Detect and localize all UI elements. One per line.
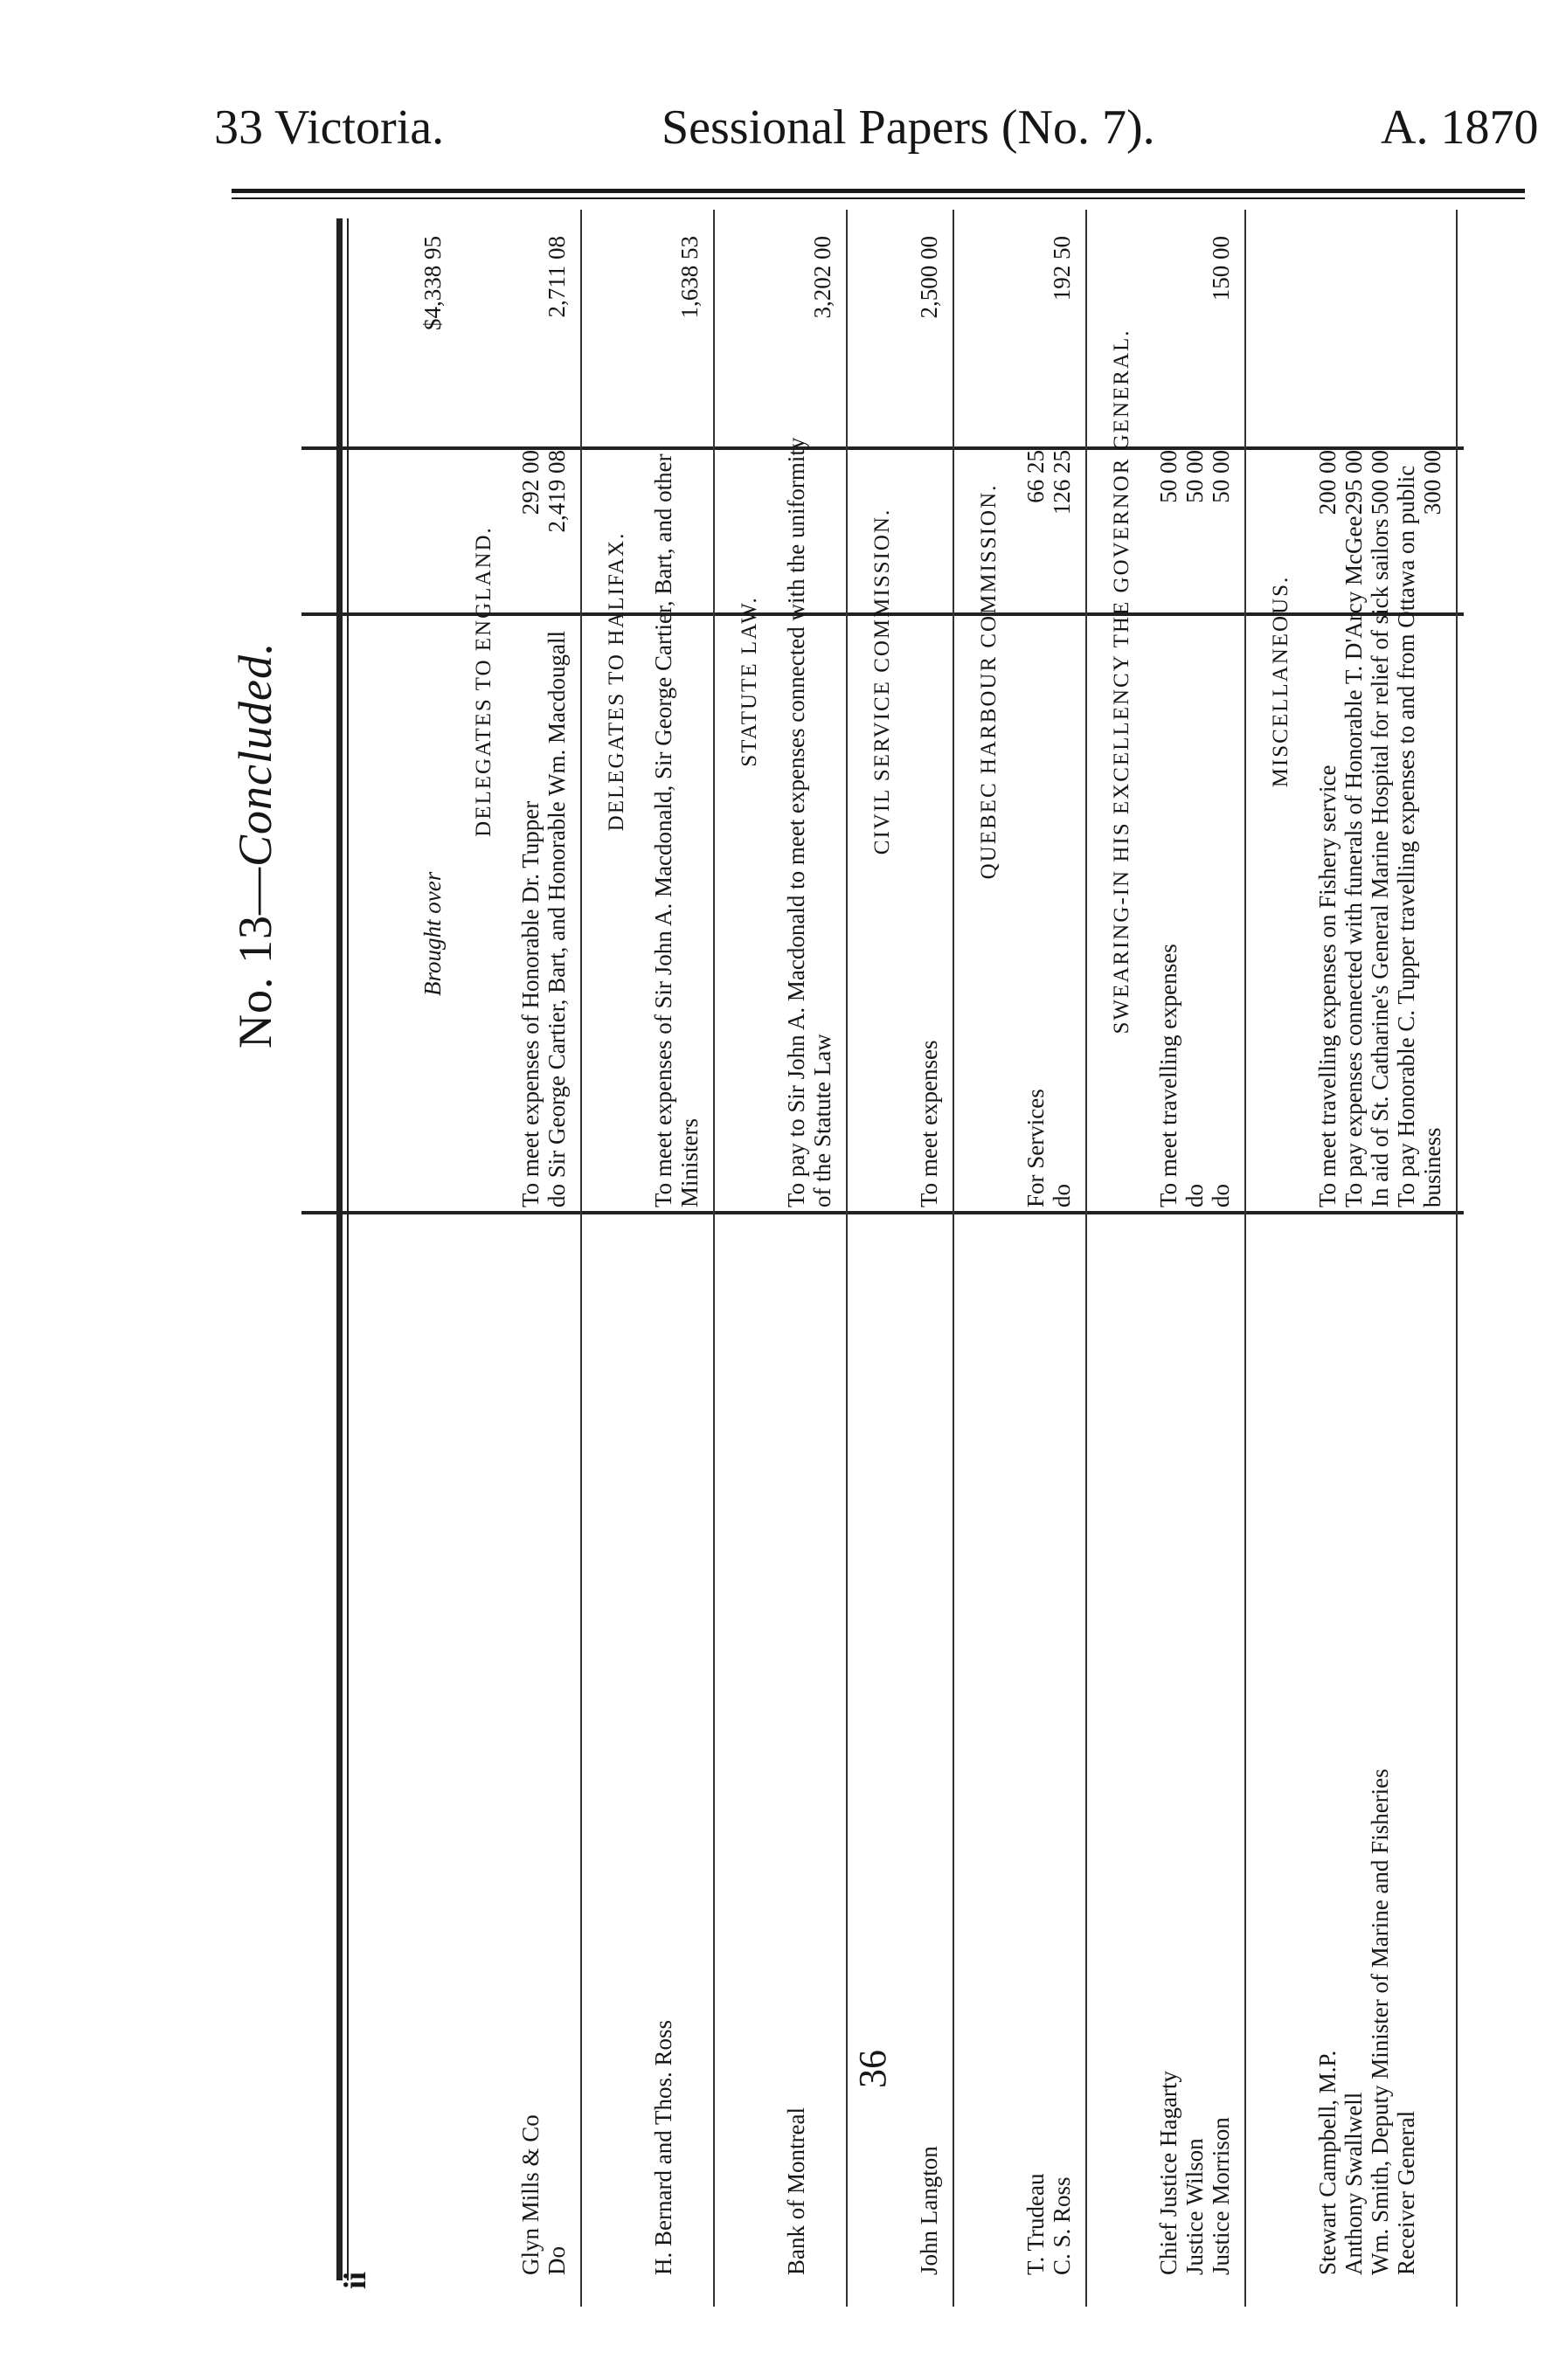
description-cell: business <box>1419 1127 1445 1207</box>
table-row <box>1049 210 1075 2307</box>
payee-cell: C. S. Ross <box>1049 2176 1075 2275</box>
table-row <box>1022 210 1049 2307</box>
section-heading: CIVIL SERVICE COMMISSION. <box>870 508 894 855</box>
section-heading: SWEARING-IN HIS EXCELLENCY THE GOVERNOR GENERAL. <box>1110 329 1133 1034</box>
amount-cell: 292 00 <box>517 450 544 515</box>
table-row <box>517 210 544 2307</box>
section-separator <box>1085 210 1087 2307</box>
section-heading: DELEGATES TO HALIFAX. <box>605 531 628 832</box>
payee-cell: Do <box>544 2246 570 2275</box>
amount-cell: 300 00 <box>1419 450 1445 515</box>
total-cell: 2,711 08 <box>544 236 570 318</box>
running-head-center: Sessional Papers (No. 7). <box>662 100 1155 155</box>
amount-cell: 66 25 <box>1022 450 1049 503</box>
payee-cell: Stewart Campbell, M.P. <box>1314 2050 1341 2275</box>
table-row <box>1155 210 1181 2307</box>
description-cell: In aid of St. Catharine's General Marine Hospital for relief of sick sailors <box>1367 518 1393 1207</box>
total-cell: 2,500 00 <box>916 236 942 319</box>
table-top-border-thin <box>347 218 349 2280</box>
section-heading: QUEBEC HARBOUR COMMISSION. <box>977 483 1001 880</box>
amount-cell: 50 00 <box>1181 450 1208 503</box>
payee-cell: Anthony Swallwell <box>1341 2092 1367 2275</box>
payee-cell: Justice Wilson <box>1181 2138 1208 2275</box>
table-row <box>1367 210 1393 2307</box>
table-row <box>1419 210 1445 2307</box>
amount-cell: 50 00 <box>1208 450 1234 503</box>
total-cell: 1,638 53 <box>676 236 703 319</box>
description-cell: do <box>1181 1184 1208 1207</box>
total-cell: 3,202 00 <box>809 236 835 319</box>
description-cell: For Services <box>1022 1089 1049 1207</box>
amount-cell: 126 25 <box>1049 450 1075 515</box>
title-prefix: No. 13— <box>229 867 281 1048</box>
section-separator <box>580 210 582 2307</box>
description-cell: To pay Honorable C. Tupper travelling expenses to and from Ottawa on public <box>1393 465 1419 1207</box>
table-row <box>544 210 570 2307</box>
table-row <box>1208 210 1234 2307</box>
table-row <box>783 210 809 2307</box>
description-cell: To meet expenses of Sir John A. Macdonald, Sir George Cartier, Bart, and other <box>650 453 676 1207</box>
payee-cell: Chief Justice Hagarty <box>1155 2071 1181 2275</box>
payee-cell: T. Trudeau <box>1022 2173 1049 2275</box>
table-row <box>650 210 676 2307</box>
payee-cell: H. Bernard and Thos. Ross <box>650 2020 676 2275</box>
running-head-left: 33 Victoria. <box>214 100 445 155</box>
table-top-border <box>336 218 343 2280</box>
brought-over-row <box>419 210 446 2307</box>
description-cell: To meet expenses of Honorable Dr. Tupper <box>517 800 544 1207</box>
table-row <box>1181 210 1208 2307</box>
description-cell: To meet travelling expenses on Fishery service <box>1314 765 1341 1207</box>
section-separator <box>713 210 715 2307</box>
amount-cell: 2,419 08 <box>544 450 570 533</box>
description-cell: do <box>1208 1184 1234 1207</box>
table-row <box>809 210 835 2307</box>
page-number: 36 <box>851 2050 894 2088</box>
section-separator <box>1456 210 1458 2307</box>
total-cell: 150 00 <box>1208 236 1234 301</box>
payee-cell: Receiver General <box>1393 2110 1419 2275</box>
section-heading: DELEGATES TO ENGLAND. <box>472 526 495 837</box>
description-cell: do Sir George Cartier, Bart, and Honorable Wm. Macdougall <box>544 631 570 1207</box>
title-italic: Concluded. <box>229 641 281 867</box>
payee-column-divider <box>301 1211 1464 1214</box>
description-cell: To pay to Sir John A. Macdonald to meet expenses connected with the uniformity <box>783 437 809 1207</box>
description-cell: To meet travelling expenses <box>1155 944 1181 1207</box>
description-cell: Ministers <box>676 1117 703 1207</box>
table-row <box>1341 210 1367 2307</box>
amount-cell: 500 00 <box>1367 450 1393 515</box>
payee-cell: Glyn Mills & Co <box>517 2114 544 2275</box>
amount-cell: 200 00 <box>1314 450 1341 515</box>
table-row <box>1314 210 1341 2307</box>
payee-cell: Bank of Montreal <box>783 2107 809 2275</box>
section-separator <box>953 210 954 2307</box>
table-row <box>916 210 942 2307</box>
amount-cell: 295 00 <box>1341 450 1367 515</box>
section-separator <box>1244 210 1246 2307</box>
brought-over-label: Brought over <box>419 871 446 996</box>
page-roman-numeral: ii <box>337 2271 372 2289</box>
description-cell: To pay expenses connected with funerals of Honorable T. D'Arcy McGee <box>1341 515 1367 1207</box>
payee-cell: John Langton <box>916 2146 942 2275</box>
description-cell: do <box>1049 1184 1075 1207</box>
payee-cell: Wm. Smith, Deputy Minister of Marine and Fisheries <box>1367 1768 1393 2275</box>
section-heading: MISCELLANEOUS. <box>1269 575 1292 788</box>
payee-cell: Justice Morrison <box>1208 2117 1234 2275</box>
description-cell: of the Statute Law <box>809 1034 835 1207</box>
amount-cell: 50 00 <box>1155 450 1181 503</box>
rotated-table-page <box>229 210 1464 2307</box>
running-head-right: A. 1870 <box>1381 100 1539 155</box>
description-cell: To meet expenses <box>916 1040 942 1207</box>
table-row <box>1393 210 1419 2307</box>
table-row <box>676 210 703 2307</box>
total-cell: 192 50 <box>1049 236 1075 301</box>
page-title <box>228 642 282 1048</box>
section-heading: STATUTE LAW. <box>738 596 761 767</box>
brought-over-total: $4,338 95 <box>419 236 446 330</box>
section-separator <box>846 210 848 2307</box>
